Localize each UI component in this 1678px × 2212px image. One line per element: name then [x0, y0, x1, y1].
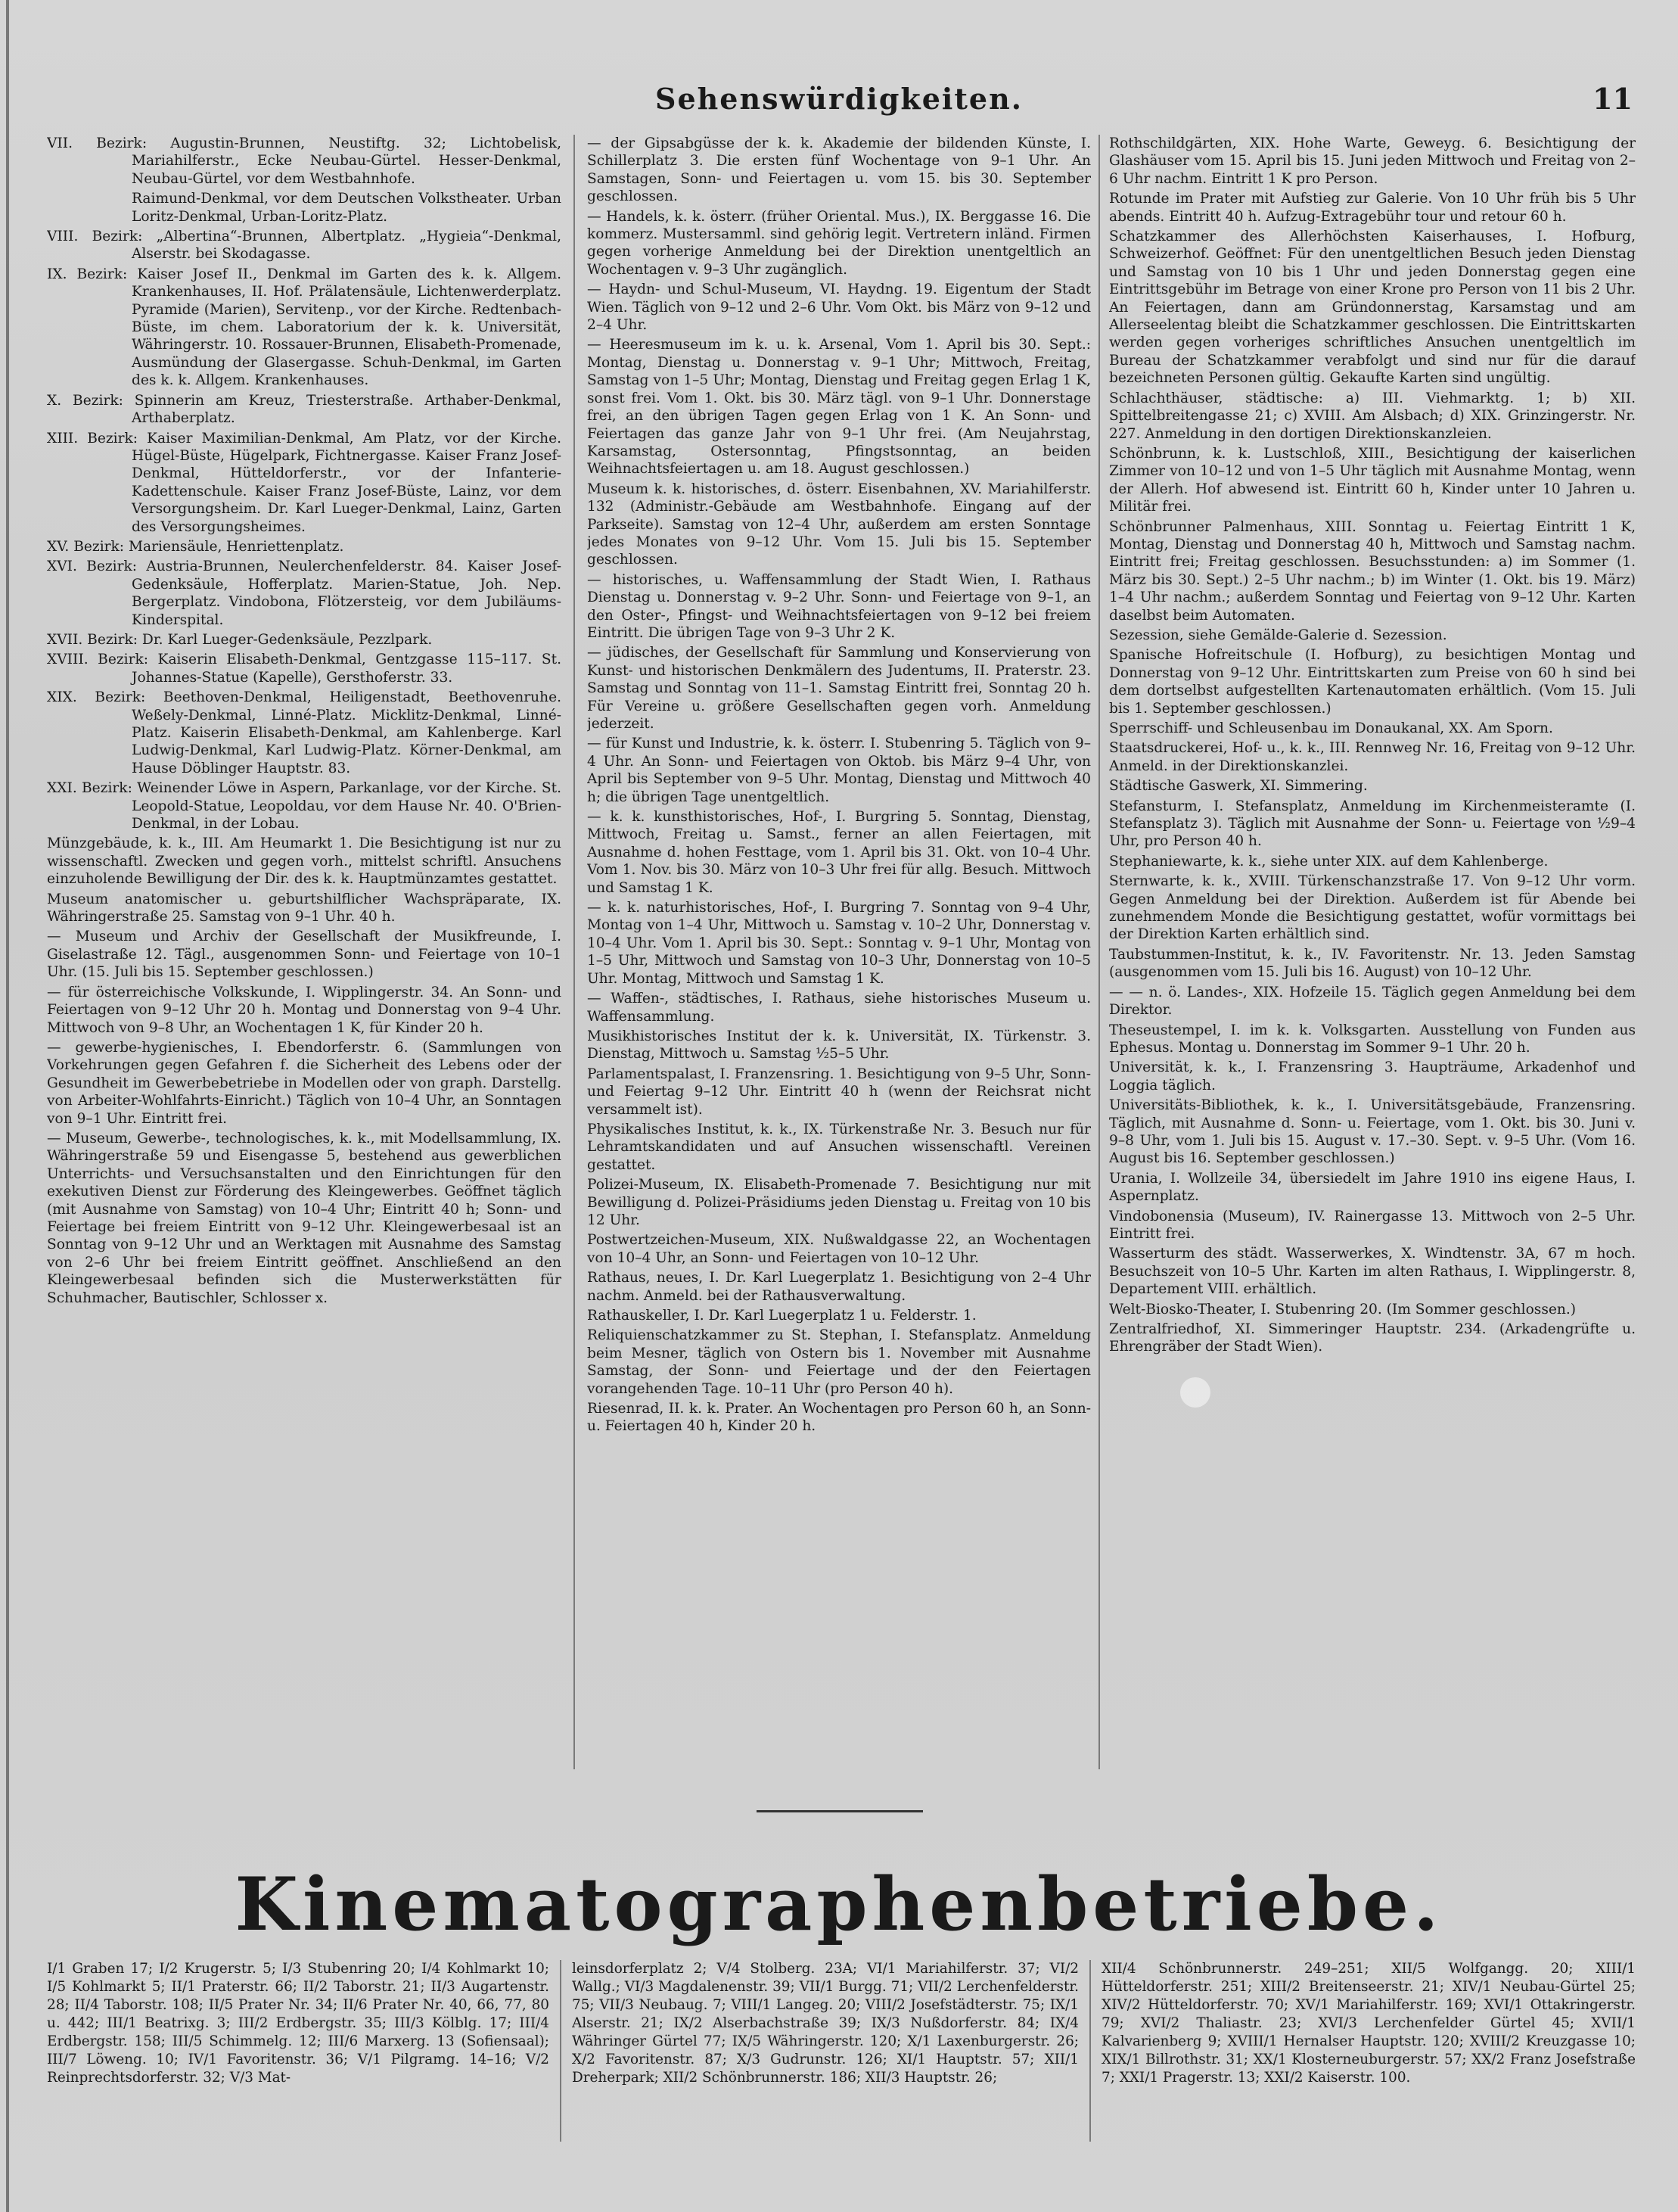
entry: — Waffen-, städtisches, I. Rathaus, siehe historisches Museum u. Waffensammlung. — [587, 991, 1091, 1025]
entry: — Museum und Archiv der Gesellschaft der Musikfreunde, I. Giselastraße 12. Tägl., ausgenommen Sonn- und Feiertage von 10–1 Uhr. (15. Juli bis 15. September geschlossen.) — [47, 929, 561, 981]
entry: — — n. ö. Landes-, XIX. Hofzeile 15. Täglich gegen Anmeldung bei dem Direktor. — [1109, 984, 1636, 1019]
section-divider — [757, 1810, 923, 1812]
kino-list-left: I/1 Graben 17; I/2 Krugerstr. 5; I/3 Stubenring 20; I/4 Kohlmarkt 10; I/5 Kohlmarkt 5; II/1 Praterstr. 66; II/2 Taborstr. 21; II/3 Augartenstr. 28; II/4 Taborstr. 108; II/5 Prater Nr. 34; II/6 Prater Nr. 40, 66, 77, 80 u. 442; III/1 Beatrixg. 3; III/2 Erdbergstr. 35; III/3 Kölblg. 17; III/4 Erdbergstr. 158; III/5 Schimmelg. 12; III/6 Marxerg. 13 (Sofiensaal); III/7 Löweng. 10; IV/1 Favoritenstr. 36; V/1 Pilgramg. 14–16; V/2 Reinprechtsdorferstr. 32; V/3 Mat- — [47, 1961, 549, 2086]
entry: Staatsdruckerei, Hof- u., k. k., III. Rennweg Nr. 16, Freitag von 9–12 Uhr. Anmeld. in der Direktionskanzlei. — [1109, 740, 1636, 774]
entry: Stefansturm, I. Stefansplatz, Anmeldung im Kirchenmeisteramte (I. Stefansplatz 3). Täglich mit Ausnahme der Sonn- u. Feiertage von ½9–4 Uhr, pro Person 40 h. — [1109, 798, 1636, 850]
entry: Museum anatomischer u. geburtshilflicher Wachspräparate, IX. Währingerstraße 25. Samstag von 9–1 Uhr. 40 h. — [47, 891, 561, 926]
entry: — Heeresmuseum im k. u. k. Arsenal, Vom 1. April bis 30. Sept.: Montag, Dienstag u. Donnerstag v. 9–1 Uhr; Mittwoch, Freitag, Samstag von 1–5 Uhr; Montag, Dienstag und Freitag gegen Erlag 1 K, sonst frei. Vom 1. Okt. bis 30. März tägl. von 9–1 Uhr. Donnerstage frei, an den übrigen Tagen gegen Erlag von 1 K. An Sonn- und Feiertagen das ganze Jahr von 9–1 Uhr frei. (Am Neujahrstag, Karsamstag, Ostersonntag, Pfingstsonntag, an beiden Weihnachtsfeiertagen u. am 18. August geschlossen.) — [587, 337, 1091, 478]
entry: Raimund-Denkmal, vor dem Deutschen Volkstheater. Urban Loritz-Denkmal, Urban-Loritz-Platz. — [132, 191, 561, 225]
entry: Rotunde im Prater mit Aufstieg zur Galerie. Von 10 Uhr früh bis 5 Uhr abends. Eintritt 40 h. Aufzug-Extragebühr tour und retour 60 h. — [1109, 191, 1636, 225]
entry: Zentralfriedhof, XI. Simmeringer Hauptstr. 234. (Arkadengrüfte u. Ehrengräber der Stadt Wien). — [1109, 1321, 1636, 1355]
entry: IX. Bezirk: Kaiser Josef II., Denkmal im Garten des k. k. Allgem. Krankenhauses, II. Hof. Prälatensäule, Lichtenwerderplatz. Pyramide (Marien), Servitenp., vor der Kirche. Redtenbach-Büste, im chem. Laboratorium der k. k. Universität, Währingerstr. 10. Rossauer-Brunnen, Elisabeth-Promenade, Ausmündung der Glasergasse. Schuh-Denkmal, im Garten des k. k. Allgem. Krankenhauses. — [47, 266, 561, 389]
entry: XV. Bezirk: Mariensäule, Henriettenplatz. — [47, 538, 344, 555]
entry: XIII. Bezirk: Kaiser Maximilian-Denkmal, Am Platz, vor der Kirche. Hügel-Büste, Hügelpark, Fichtnergasse. Kaiser Franz Josef-Denkmal, Hütteldorferstr., vor der Infanterie-Kadettenschule. Kaiser Franz Josef-Büste, Lainz, vor dem Versorgungsheim. Dr. Karl Lueger-Denkmal, Lainz, Garten des Versorgungsheimes. — [47, 430, 561, 535]
entry: — für Kunst und Industrie, k. k. österr. I. Stubenring 5. Täglich von 9–4 Uhr. An Sonn- und Feiertagen von Oktob. bis März 9–4 Uhr, von April bis September von 9–5 Uhr. Montag, Dienstag und Mittwoch 40 h; die übrigen Tage unentgeltlich. — [587, 736, 1091, 805]
entry: Urania, I. Wollzeile 34, übersiedelt im Jahre 1910 ins eigene Haus, I. Aspernplatz. — [1109, 1170, 1636, 1205]
column-rule — [560, 1960, 561, 2142]
kino-list-right: XII/4 Schönbrunnerstr. 249–251; XII/5 Wolfgangg. 20; XIII/1 Hütteldorferstr. 251; XIII/2 Breitenseerstr. 21; XIV/1 Neubau-Gürtel 25; XIV/2 Hütteldorferstr. 70; XV/1 Mariahilferstr. 169; XVI/1 Ottakringerstr. 79; XVI/2 Thaliastr. 23; XVI/3 Lerchenfelder Gürtel 45; XVII/1 Kalvarienberg 9; XVIII/1 Hernalser Hauptstr. 120; XVIII/2 Kreuzgasse 10; XIX/1 Billrothstr. 31; XX/1 Klosterneuburgerstr. 57; XX/2 Franz Josefstraße 7; XXI/1 Pragerstr. 13; XXI/2 Kaiserstr. 100. — [1102, 1961, 1636, 2086]
entry: Theseustempel, I. im k. k. Volksgarten. Ausstellung von Funden aus Ephesus. Montag u. Donnerstag im Sommer 9–1 Uhr. 20 h. — [1109, 1022, 1636, 1056]
section-title-kino: Kinematographenbetriebe. — [235, 1862, 1443, 1947]
entry: — k. k. kunsthistorisches, Hof-, I. Burgring 5. Sonntag, Dienstag, Mittwoch, Freitag u. Samst., ferner an allen Feiertagen, mit Ausnahme d. hohen Festtage, vom 1. April bis 31. Okt. von 10–4 Uhr. Vom 1. Nov. bis 30. März von 10–3 Uhr frei für allg. Besuch. Mittwoch und Samstag 1 K. — [587, 809, 1091, 896]
entry: — historisches, u. Waffensammlung der Stadt Wien, I. Rathaus Dienstag u. Donnerstag v. 9–2 Uhr. Sonn- und Feiertage von 9–1, an den Oster-, Pfingst- und Weihnachtsfeiertagen von 9–12 bei freiem Eintritt. Die übrigen Tage von 9–3 Uhr 2 K. — [587, 571, 1091, 641]
entry: XIX. Bezirk: Beethoven-Denkmal, Heiligenstadt, Beethovenruhe. Weßely-Denkmal, Linné-Platz. Micklitz-Denkmal, Linné-Platz. Kaiserin Elisabeth-Denkmal, am Kahlenberge. Karl Ludwig-Denkmal, Karl Ludwig-Platz. Körner-Denkmal, am Hause Döblinger Hauptstr. 83. — [47, 689, 561, 776]
entry: Taubstummen-Institut, k. k., IV. Favoritenstr. Nr. 13. Jeden Samstag (ausgenommen vom 15. Juli bis 16. August) von 10–12 Uhr. — [1109, 946, 1636, 981]
entry: — jüdisches, der Gesellschaft für Sammlung und Konservierung von Kunst- und historischen Denkmälern des Judentums, II. Praterstr. 23. Samstag und Sonntag von 11–1. Samstag Eintritt frei, Sonntag 20 h. Für Vereine u. größere Gesellschaften gegen vorh. Anmeldung jederzeit. — [587, 645, 1091, 732]
entry: Sezession, siehe Gemälde-Galerie d. Sezession. — [1109, 627, 1447, 643]
entry: Musikhistorisches Institut der k. k. Universität, IX. Türkenstr. 3. Dienstag, Mittwoch u. Samstag ½5–5 Uhr. — [587, 1028, 1091, 1062]
entry: Schönbrunn, k. k. Lustschloß, XIII., Besichtigung der kaiserlichen Zimmer von 10–12 und von 1–5 Uhr täglich mit Ausnahme Montag, wenn der Allerh. Hof abwesend ist. Eintritt 60 h, Kinder unter 10 Jahren u. Militär frei. — [1109, 445, 1636, 515]
entry: Schlachthäuser, städtische: a) III. Viehmarktg. 1; b) XII. Spittelbreitengasse 21; c) XVIII. Am Alsbach; d) XIX. Grinzingerstr. Nr. 227. Anmeldung in den dortigen Direktionskanzleien. — [1109, 390, 1636, 442]
entry: — Handels, k. k. österr. (früher Oriental. Mus.), IX. Berggasse 16. Die kommerz. Mustersamml. sind gehörig legit. Vertretern inländ. Firmen gegen vorherige Anmeldung bei der Direktion unentgeltlich an Wochentagen v. 9–3 Uhr zugänglich. — [587, 208, 1091, 278]
column-rule — [1098, 135, 1100, 1769]
entry: XVII. Bezirk: Dr. Karl Lueger-Gedenksäule, Pezzlpark. — [47, 631, 433, 648]
entry: — Haydn- und Schul-Museum, VI. Haydng. 19. Eigentum der Stadt Wien. Täglich von 9–12 und 2–6 Uhr. Vom Okt. bis März von 9–12 und 2–4 Uhr. — [587, 282, 1091, 334]
entry: Reliquienschatzkammer zu St. Stephan, I. Stefansplatz. Anmeldung beim Mesner, täglich von Ostern bis 1. November mit Ausnahme Samstag, der Sonn- und Feiertage und der den Feiertagen vorangehenden Tage. 10–11 Uhr (pro Person 40 h). — [587, 1327, 1091, 1397]
entry: Münzgebäude, k. k., III. Am Heumarkt 1. Die Besichtigung ist nur zu wissenschaftl. Zwecken und gegen vorh., mittelst schriftl. Ansuchens einzuholende Bewilligung der Dir. des k. k. Hauptmünzamtes gestattet. — [47, 835, 561, 888]
entry: Stephaniewarte, k. k., siehe unter XIX. auf dem Kahlenberge. — [1109, 853, 1549, 870]
entry: Sperrschiff- und Schleusenbau im Donaukanal, XX. Am Sporn. — [1109, 720, 1553, 736]
entry: Riesenrad, II. k. k. Prater. An Wochentagen pro Person 60 h, an Sonn- u. Feiertagen 40 h, Kinder 20 h. — [587, 1401, 1091, 1435]
entry: Schönbrunner Palmenhaus, XIII. Sonntag u. Feiertag Eintritt 1 K, Montag, Dienstag und Donnerstag 40 h, Mittwoch und Samstag nachm. Eintritt frei; Freitag geschlossen. Besuchsstunden: a) im Sommer (1. März bis 30. Sept.) 2–5 Uhr nachm.; b) im Winter (1. Okt. bis 19. März) 1–4 Uhr nachm.; außerdem Sonntag und Feiertag von 9–12 Uhr. Karten daselbst beim Automaten. — [1109, 518, 1636, 624]
entry: Vindobonensia (Museum), IV. Rainergasse 13. Mittwoch von 2–5 Uhr. Eintritt frei. — [1109, 1208, 1636, 1242]
column-middle — [587, 135, 1091, 1762]
entry: Schatzkammer des Allerhöchsten Kaiserhauses, I. Hofburg, Schweizerhof. Geöffnet: Für den unentgeltlichen Besuch jeden Dienstag und Samstag von 10 bis 1 Uhr und jeden Donnerstag gegen eine Eintrittsgebühr im Betrage von einer Krone pro Person von 11 bis 2 Uhr. An Feiertagen, dann am Gründonnerstag, Karsamstag und am Allerseelentag bleibt die Schatzkammer geschlossen. Die Eintrittskarten werden gegen vorheriges schriftliches Ansuchen unentgeltlich im Bureau der Schatzkammer verabfolgt und sind nur für die darauf bezeichneten Personen gültig. Gekaufte Karten sind ungültig. — [1109, 229, 1636, 387]
column-right — [1109, 135, 1636, 1762]
page-title: Sehenswürdigkeiten. — [655, 82, 1023, 116]
entry: Rathauskeller, I. Dr. Karl Luegerplatz 1 u. Felderstr. 1. — [587, 1308, 977, 1324]
entry: Welt-Biosko-Theater, I. Stubenring 20. (Im Sommer geschlossen.) — [1109, 1301, 1577, 1318]
entry: — für österreichische Volkskunde, I. Wipplingerstr. 34. An Sonn- und Feiertagen von 9–12 Uhr 20 h. Montag und Donnerstag von 9–4 Uhr. Mittwoch von 9–8 Uhr, an Wochentagen 1 K, für Kinder 20 h. — [47, 984, 561, 1036]
entry: VII. Bezirk: Augustin-Brunnen, Neustiftg. 32; Lichtobelisk, Mariahilferstr., Ecke Neubau-Gürtel. Hesser-Denkmal, Neubau-Gürtel, vor dem Westbahnhofe. — [47, 135, 561, 187]
entry: Physikalisches Institut, k. k., IX. Türkenstraße Nr. 3. Besuch nur für Lehramtskandidaten und auf Ansuchen wissenschaftl. Vereinen gestattet. — [587, 1121, 1091, 1173]
entry: Polizei-Museum, IX. Elisabeth-Promenade 7. Besichtigung nur mit Bewilligung d. Polizei-Präsidiums jeden Dienstag u. Freitag von 10 bis 12 Uhr. — [587, 1177, 1091, 1228]
entry: — gewerbe-hygienisches, I. Ebendorferstr. 6. (Sammlungen von Vorkehrungen gegen Gefahren f. die Sicherheit des Lebens oder der Gesundheit im Gewerbebetriebe in Modellen oder von graph. Darstellg. von Arbeiter-Wohlfahrts-Einricht.) Täglich von 10–4 Uhr, an Sonntagen von 9–1 Uhr. Eintritt frei. — [47, 1039, 561, 1127]
entry: Wasserturm des städt. Wasserwerkes, X. Windtenstr. 3A, 67 m hoch. Besuchszeit von 10–5 Uhr. Karten im alten Rathaus, I. Wipplingerstr. 8, Departement VIII. erhältlich. — [1109, 1246, 1636, 1298]
column-rule — [1089, 1960, 1091, 2142]
entry: XVIII. Bezirk: Kaiserin Elisabeth-Denkmal, Gentzgasse 115–117. St. Johannes-Statue (Kapelle), Gersthoferstr. 33. — [47, 652, 561, 686]
entry: X. Bezirk: Spinnerin am Kreuz, Triesterstraße. Arthaber-Denkmal, Arthaberplatz. — [47, 392, 561, 427]
entry: Parlamentspalast, I. Franzensring. 1. Besichtigung von 9–5 Uhr, Sonn- und Feiertag 9–12 Uhr. Eintritt 40 h (wenn der Reichsrat nicht versammelt ist). — [587, 1066, 1091, 1118]
entry: — der Gipsabgüsse der k. k. Akademie der bildenden Künste, I. Schillerplatz 3. Die ersten fünf Wochentage von 9–1 Uhr. An Samstagen, Sonn- und Feiertagen u. vom 15. bis 30. September geschlossen. — [587, 135, 1091, 205]
entry: Spanische Hofreitschule (I. Hofburg), zu besichtigen Montag und Donnerstag von 9–12 Uhr. Eintrittskarten zum Preise von 60 h sind bei dem dortselbst aufgestellten Kartenautomaten erhältlich. (Vom 15. Juli bis 1. September geschlossen.) — [1109, 647, 1636, 717]
entry: — k. k. naturhistorisches, Hof-, I. Burgring 7. Sonntag von 9–4 Uhr, Montag von 1–4 Uhr, Mittwoch u. Samstag v. 10–2 Uhr, Donnerstag v. 10–4 Uhr. Vom 1. April bis 30. Sept.: Sonntag v. 9–1 Uhr, Montag von 1–5 Uhr, Mittwoch und Samstag von 10–3 Uhr, Donnerstag von 10–5 Uhr. Montag, Mittwoch und Samstag 1 K. — [587, 900, 1091, 987]
entry: — Museum, Gewerbe-, technologisches, k. k., mit Modellsammlung, IX. Währingerstraße 59 und Eisengasse 5, bestehend aus gewerblichen Unterrichts- und Versuchsanstalten und den Einrichtungen für den exekutiven Dienst zur Förderung des Kleingewerbes. Geöffnet täglich (mit Ausnahme von Samstag) von 10–4 Uhr; Eintritt 40 h; Sonn- und Feiertage bei freiem Eintritt von 9–12 Uhr. Kleingewerbesaal ist an Sonntag von 9–12 Uhr und an Werktagen mit Ausnahme des Samstag von 2–6 Uhr bei freiem Eintritt geöffnet. Anschließend an den Kleingewerbesaal befinden sich die Musterwerkstätten für Schuhmacher, Bautischler, Schlosser x. — [47, 1130, 561, 1306]
column-rule — [573, 135, 575, 1769]
entry: Rathaus, neues, I. Dr. Karl Luegerplatz 1. Besichtigung von 2–4 Uhr nachm. Anmeld. bei der Rathausverwaltung. — [587, 1270, 1091, 1304]
entry: Universitäts-Bibliothek, k. k., I. Universitätsgebäude, Franzensring. Täglich, mit Ausnahme d. Sonn- u. Feiertage, vom 1. Okt. bis 30. Juni v. 9–8 Uhr, vom 1. Juli bis 15. August v. 17.–30. Sept. v. 9–5 Uhr. (Vom 16. August bis 16. September geschlossen.) — [1109, 1097, 1636, 1167]
entry: VIII. Bezirk: „Albertina“-Brunnen, Albertplatz. „Hygieia“-Denkmal, Alserstr. bei Skodagasse. — [47, 229, 561, 263]
entry: Städtische Gaswerk, XI. Simmering. — [1109, 778, 1368, 795]
entry: XVI. Bezirk: Austria-Brunnen, Neulerchenfelderstr. 84. Kaiser Josef-Gedenksäule, Hofferplatz. Marien-Statue, Joh. Nep. Bergerplatz. Vindobona, Flötzersteig, vor dem Jubiläums-Kinderspital. — [47, 558, 561, 628]
entry: Postwertzeichen-Museum, XIX. Nußwaldgasse 22, an Wochentagen von 10–4 Uhr, an Sonn- und Feiertagen von 10–12 Uhr. — [587, 1232, 1091, 1266]
entry: XXI. Bezirk: Weinender Löwe in Aspern, Parkanlage, vor der Kirche. St. Leopold-Statue, Leopoldau, vor dem Hause Nr. 40. O'Brien-Denkmal, in der Lobau. — [47, 780, 561, 832]
page-number: 11 — [1593, 82, 1633, 116]
entry: Sternwarte, k. k., XVIII. Türkenschanzstraße 17. Von 9–12 Uhr vorm. Gegen Anmeldung bei der Direktion. Außerdem ist für Abende bei zunehmendem Monde die Besichtigung gestattet, wofür vormittags bei der Direktion Karten erhältlich sind. — [1109, 873, 1636, 943]
column-left — [47, 135, 561, 1762]
entry: Universität, k. k., I. Franzensring 3. Haupträume, Arkadenhof und Loggia täglich. — [1109, 1059, 1636, 1094]
entry: Museum k. k. historisches, d. österr. Eisenbahnen, XV. Mariahilferstr. 132 (Administr.-Gebäude am Westbahnhofe. Eingang auf der Parkseite). Samstag von 12–4 Uhr, außerdem am ersten Sonntage jedes Monates von 9–12 Uhr. Vom 15. Juli bis 15. September geschlossen. — [587, 481, 1091, 568]
kino-list-middle: leinsdorferplatz 2; V/4 Stolberg. 23A; VI/1 Mariahilferstr. 37; VI/2 Wallg.; VI/3 Magdalenenstr. 39; VII/1 Burgg. 71; VII/2 Lerchenfelderstr. 75; VII/3 Neubaug. 7; VIII/1 Langeg. 20; VIII/2 Josefstädterstr. 75; IX/1 Alserstr. 21; IX/2 Alserbachstraße 39; IX/3 Nußdorferstr. 84; IX/4 Währinger Gürtel 77; IX/5 Währingerstr. 120; X/1 Laxenburgerstr. 26; X/2 Favoritenstr. 87; X/3 Gudrunstr. 126; XI/1 Hauptstr. 57; XII/1 Dreherpark; XII/2 Schönbrunnerstr. 186; XII/3 Hauptstr. 26; — [572, 1961, 1079, 2086]
entry: Rothschildgärten, XIX. Hohe Warte, Geweyg. 6. Besichtigung der Glashäuser vom 15. April bis 15. Juni jeden Mittwoch und Freitag von 2–6 Uhr nachm. Eintritt 1 K pro Person. — [1109, 135, 1636, 187]
